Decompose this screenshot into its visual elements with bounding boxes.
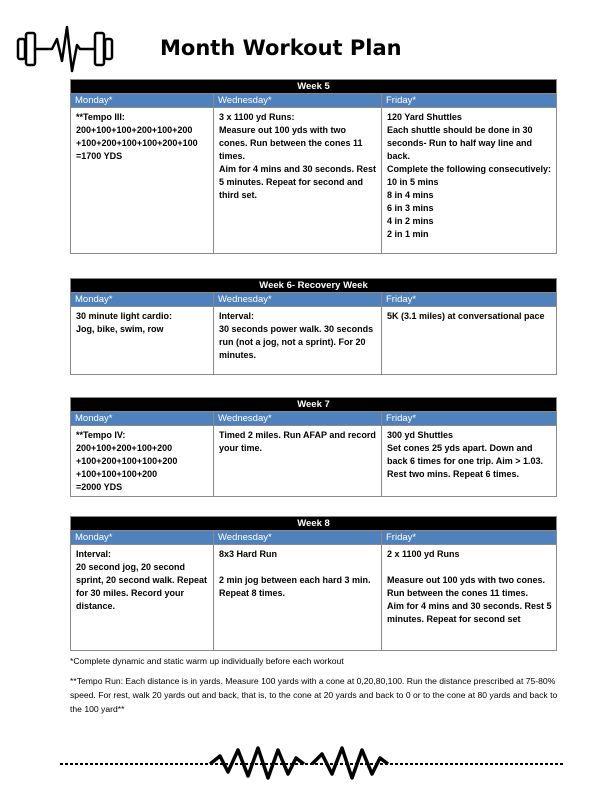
warmup-note: *Complete dynamic and static warm up individually before each workout [70, 656, 344, 666]
workout-line: +100+100+100+200 [76, 469, 158, 479]
dumbbell-heartbeat-icon [16, 25, 114, 73]
page-title: Month Workout Plan [160, 36, 402, 60]
blank-line [219, 561, 377, 574]
wednesday-workout [214, 108, 382, 254]
workout-line: Aim for 4 mins and 30 seconds. Rest 5 minutes. Repeat for second set [387, 601, 552, 624]
workout-line: 120 Yard Shuttles [387, 112, 462, 122]
workout-line: Set cones 25 yds apart. Down and back 6 times for one trip. Aim > 1.03. Rest two mins. Repeat 6 times. [387, 443, 543, 479]
workout-line: Interval: [76, 549, 112, 559]
week-5-table [70, 79, 557, 254]
week-7-table [70, 397, 557, 497]
day-header-friday: Friday* [382, 94, 557, 108]
workout-line: 200+100+200+100+200 [76, 443, 173, 453]
workout-line: **Tempo IV: [76, 430, 126, 440]
footnotes [70, 654, 560, 716]
workout-line: 30 minute light cardio: [76, 311, 173, 321]
workout-line: 3 x 1100 yd Runs: [219, 112, 295, 122]
wednesday-workout [214, 545, 382, 651]
workout-line: 8 in 4 mins [387, 190, 434, 200]
workout-line: 6 in 3 mins [387, 203, 434, 213]
blank-line [387, 561, 552, 574]
monday-workout [71, 426, 214, 497]
day-header-friday: Friday* [382, 412, 557, 426]
workout-line: 300 yd Shuttles [387, 430, 454, 440]
week-6-table [70, 278, 557, 375]
friday-workout [382, 426, 557, 497]
day-header-friday: Friday* [382, 531, 557, 545]
page-header [0, 0, 609, 80]
workout-line: 10 in 5 mins [387, 177, 439, 187]
workout-line: 200+100+100+200+100+200 [76, 125, 193, 135]
workout-line: Measure out 100 yds with two cones. Run between the cones 11 times. [219, 125, 363, 161]
workout-line: Timed 2 miles. Run AFAP and record your time. [219, 430, 376, 453]
workout-line: 2 x 1100 yd Runs [387, 549, 460, 559]
week-title: Week 6- Recovery Week [71, 279, 557, 293]
day-header-wednesday: Wednesday* [214, 412, 382, 426]
day-header-monday: Monday* [71, 293, 214, 307]
workout-line: 4 in 2 mins [387, 216, 434, 226]
workout-line: 2 in 1 min [387, 229, 429, 239]
monday-workout [71, 108, 214, 254]
friday-workout [382, 307, 557, 375]
workout-line: 2 min jog between each hard 3 min. Repeat 8 times. [219, 575, 371, 598]
tempo-note: **Tempo Run: Each distance is in yards. Measure 100 yards with a cone at 0,20,80,100. Run the distance prescribed at 75-80% speed. For rest, walk 20 yards out and back, that is, to the cone at 20 yards and back to 0 or to the cone at 80 yards and back to the 100 yard** [70, 676, 558, 714]
wednesday-workout [214, 307, 382, 375]
day-header-monday: Monday* [71, 531, 214, 545]
workout-line: =2000 YDS [76, 482, 123, 492]
monday-workout [71, 545, 214, 651]
week-title: Week 7 [71, 398, 557, 412]
workout-line: 5K (3.1 miles) at conversational pace [387, 311, 545, 321]
monday-workout [71, 307, 214, 375]
workout-line: 8x3 Hard Run [219, 549, 278, 559]
workout-line: +100+200+100+100+200 [76, 456, 178, 466]
week-title: Week 5 [71, 80, 557, 94]
workout-line: Each shuttle should be done in 30 seconds- Run to half way line and back. [387, 125, 533, 161]
workout-line: +100+200+100+100+200+100 [76, 138, 198, 148]
workout-line: Complete the following consecutively: [387, 164, 552, 174]
workout-line: 20 second jog, 20 second sprint, 20 second walk. Repeat for 30 miles. Record your distance. [76, 562, 208, 611]
day-header-wednesday: Wednesday* [214, 94, 382, 108]
wave-divider-icon [60, 740, 565, 780]
wednesday-workout [214, 426, 382, 497]
day-header-wednesday: Wednesday* [214, 293, 382, 307]
workout-line: Interval: [219, 311, 255, 321]
workout-line: **Tempo III: [76, 112, 125, 122]
workout-line: Measure out 100 yds with two cones. Run between the cones 11 times. [387, 575, 546, 598]
day-header-monday: Monday* [71, 412, 214, 426]
workout-line: Aim for 4 mins and 30 seconds. Rest 5 minutes. Repeat for second and third set. [219, 164, 377, 200]
day-header-wednesday: Wednesday* [214, 531, 382, 545]
friday-workout [382, 545, 557, 651]
week-8-table [70, 516, 557, 651]
week-title: Week 8 [71, 517, 557, 531]
friday-workout [382, 108, 557, 254]
day-header-friday: Friday* [382, 293, 557, 307]
workout-line: Jog, bike, swim, row [76, 324, 164, 334]
day-header-monday: Monday* [71, 94, 214, 108]
workout-line: 30 seconds power walk. 30 seconds run (not a jog, not a sprint). For 20 minutes. [219, 324, 374, 360]
workout-line: =1700 YDS [76, 151, 123, 161]
